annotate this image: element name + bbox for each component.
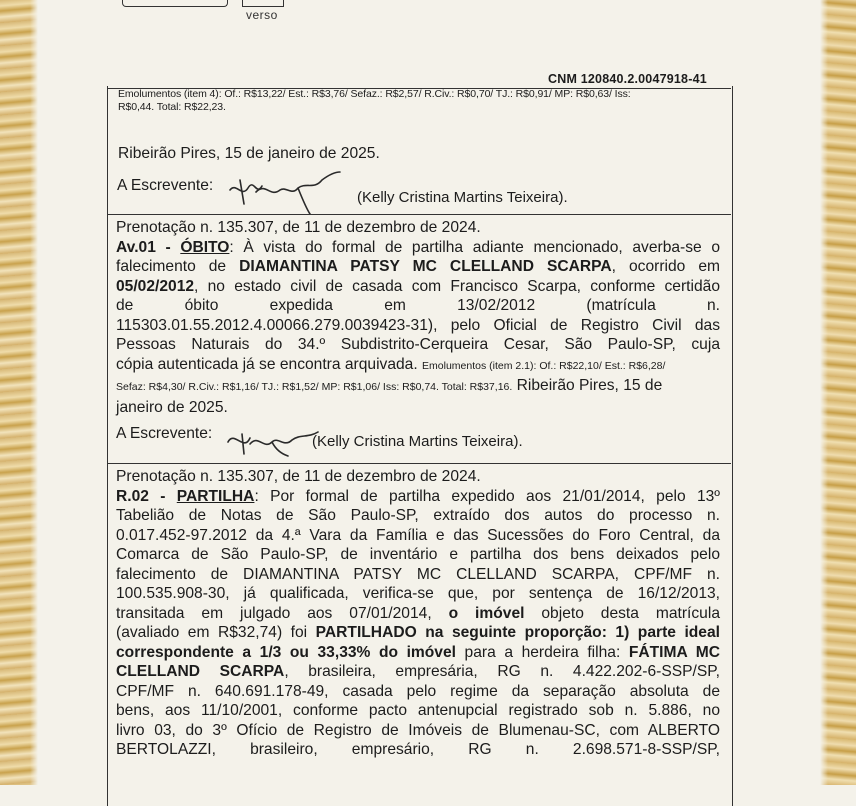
r02-line-5: falecimento de DIAMANTINA PATSY MC CLELLAND SCARPA, CPF/MF n. [116,565,720,583]
av01-line-1: Av.01 - ÓBITO: À vista do formal de partilha adiante mencionado, averba-se o [116,238,721,256]
r02-line-6: 100.535.908-30, já qualificada, verifica-se que, por sentença de 16/12/2013, [116,585,720,602]
obito-heading: ÓBITO [180,238,230,256]
section-divider [107,463,731,464]
r02-line-4: Comarca de São Paulo-SP, de inventário e partilha dos bens deixados pelo [116,546,720,563]
fees-line: R$0,44. Total: R$22,23. [118,101,226,113]
prenotacao-av01: Prenotação n. 135.307, de 11 de dezembro de 2024. [116,219,481,236]
av01-clerk-signature [222,424,322,460]
form-box-top [122,0,228,7]
r02-line-12: bens, aos 11/10/2001, conforme pacto antenupcial registrado sob n. 5.886, no [116,702,720,719]
clerk-label: A Escrevente: [117,177,214,194]
r02-line-10: CLELLAND SCARPA, brasileira, empresária, RG n. 4.422.202-6-SSP/SP, [116,663,720,680]
cnm-code: CNM 120840.2.0047918-41 [548,72,707,86]
partilha-heading: PARTILHA [176,487,255,505]
r02-line-7: transitada em julgado aos 07/01/2014, o imóvel objeto desta matrícula [116,604,720,622]
av01-line-8: Sefaz: R$4,30/ R.Civ.: R$1,16/ TJ.: R$1,52/ MP: R$1,06/ Iss: R$0,74. Total: R$37,16. Ribeirão Pires, 15 de [116,377,663,394]
fees-line: Emolumentos (item 4): Of.: R$13,22/ Est.: R$3,76/ Sefaz.: R$2,57/ R.Civ.: R$0,70/ TJ.: R$0,91/ MP: R$0,63/ Iss: [118,88,631,100]
fees-block-top [118,88,724,114]
deceased-name: DIAMANTINA PATSY MC CLELLAND SCARPA [239,258,612,275]
av01-line-9: janeiro de 2025. [116,398,228,416]
form-box-verso [242,0,284,7]
av01-line-4: de óbito expedida em 13/02/2012 (matrícula n. [116,297,720,314]
av01-line-2: falecimento de DIAMANTINA PATSY MC CLELLAND SCARPA, ocorrido em [116,258,720,275]
av01-block [116,218,720,417]
av01-line-3: 05/02/2012, no estado civil de casada com Francisco Scarpa, conforme certidão [116,277,720,295]
verso-label: verso [246,8,278,22]
ornamental-border-right [820,0,856,785]
r02-block [116,467,720,760]
av01-clerk-name: (Kelly Cristina Martins Teixeira). [312,433,523,450]
r02-line-11: CPF/MF n. 640.691.178-49, casada pelo regime da separação absoluta de [116,682,720,700]
clerk-name: (Kelly Cristina Martins Teixeira). [357,189,568,206]
av01-line-7: cópia autenticada já se encontra arquivada. Emolumentos (item 2.1): Of.: R$22,10/ Est.: R$6,28/ [116,355,666,373]
ornamental-border-left [0,0,38,785]
r02-line-3: 0.017.452-97.2012 da 4.ª Vara da Família e das Sucessões do Foro Central, da [116,526,720,544]
r02-line-14: BERTOLAZZI, brasileiro, empresário, RG n. 2.698.571-8-SSP/SP, [116,741,720,758]
r02-line-8: (avaliado em R$32,74) foi PARTILHADO na seguinte proporção: 1) parte ideal [116,624,720,641]
av01-line-6: Pessoas Naturais do 34.º Subdistrito-Cerqueira Cesar, São Paulo-SP, cuja [116,336,720,353]
av01-clerk-label: A Escrevente: [116,425,213,442]
r02-line-13: livro 03, do 3º Ofício de Registro de Imóveis de Blumenau-SC, com ALBERTO [116,721,720,739]
section-divider [107,214,731,215]
r02-line-2: Tabelião de Notas de São Paulo-SP, extraído dos autos do processo n. [116,507,720,524]
r02-line-1: R.02 - PARTILHA: Por formal de partilha expedido aos 21/01/2014, pelo 13º [116,487,721,505]
prenotacao-r02: Prenotação n. 135.307, de 11 de dezembro de 2024. [116,468,481,485]
r02-line-9: correspondente a 1/3 ou 33,33% do imóvel para a herdeira filha: FÁTIMA MC [116,643,720,661]
clerk-signature [226,168,346,220]
place-date: Ribeirão Pires, 15 de janeiro de 2025. [118,145,380,162]
av01-line-5: 115303.01.55.2012.4.00066.279.0039423-31), pelo Oficial de Registro Civil das [116,316,720,334]
